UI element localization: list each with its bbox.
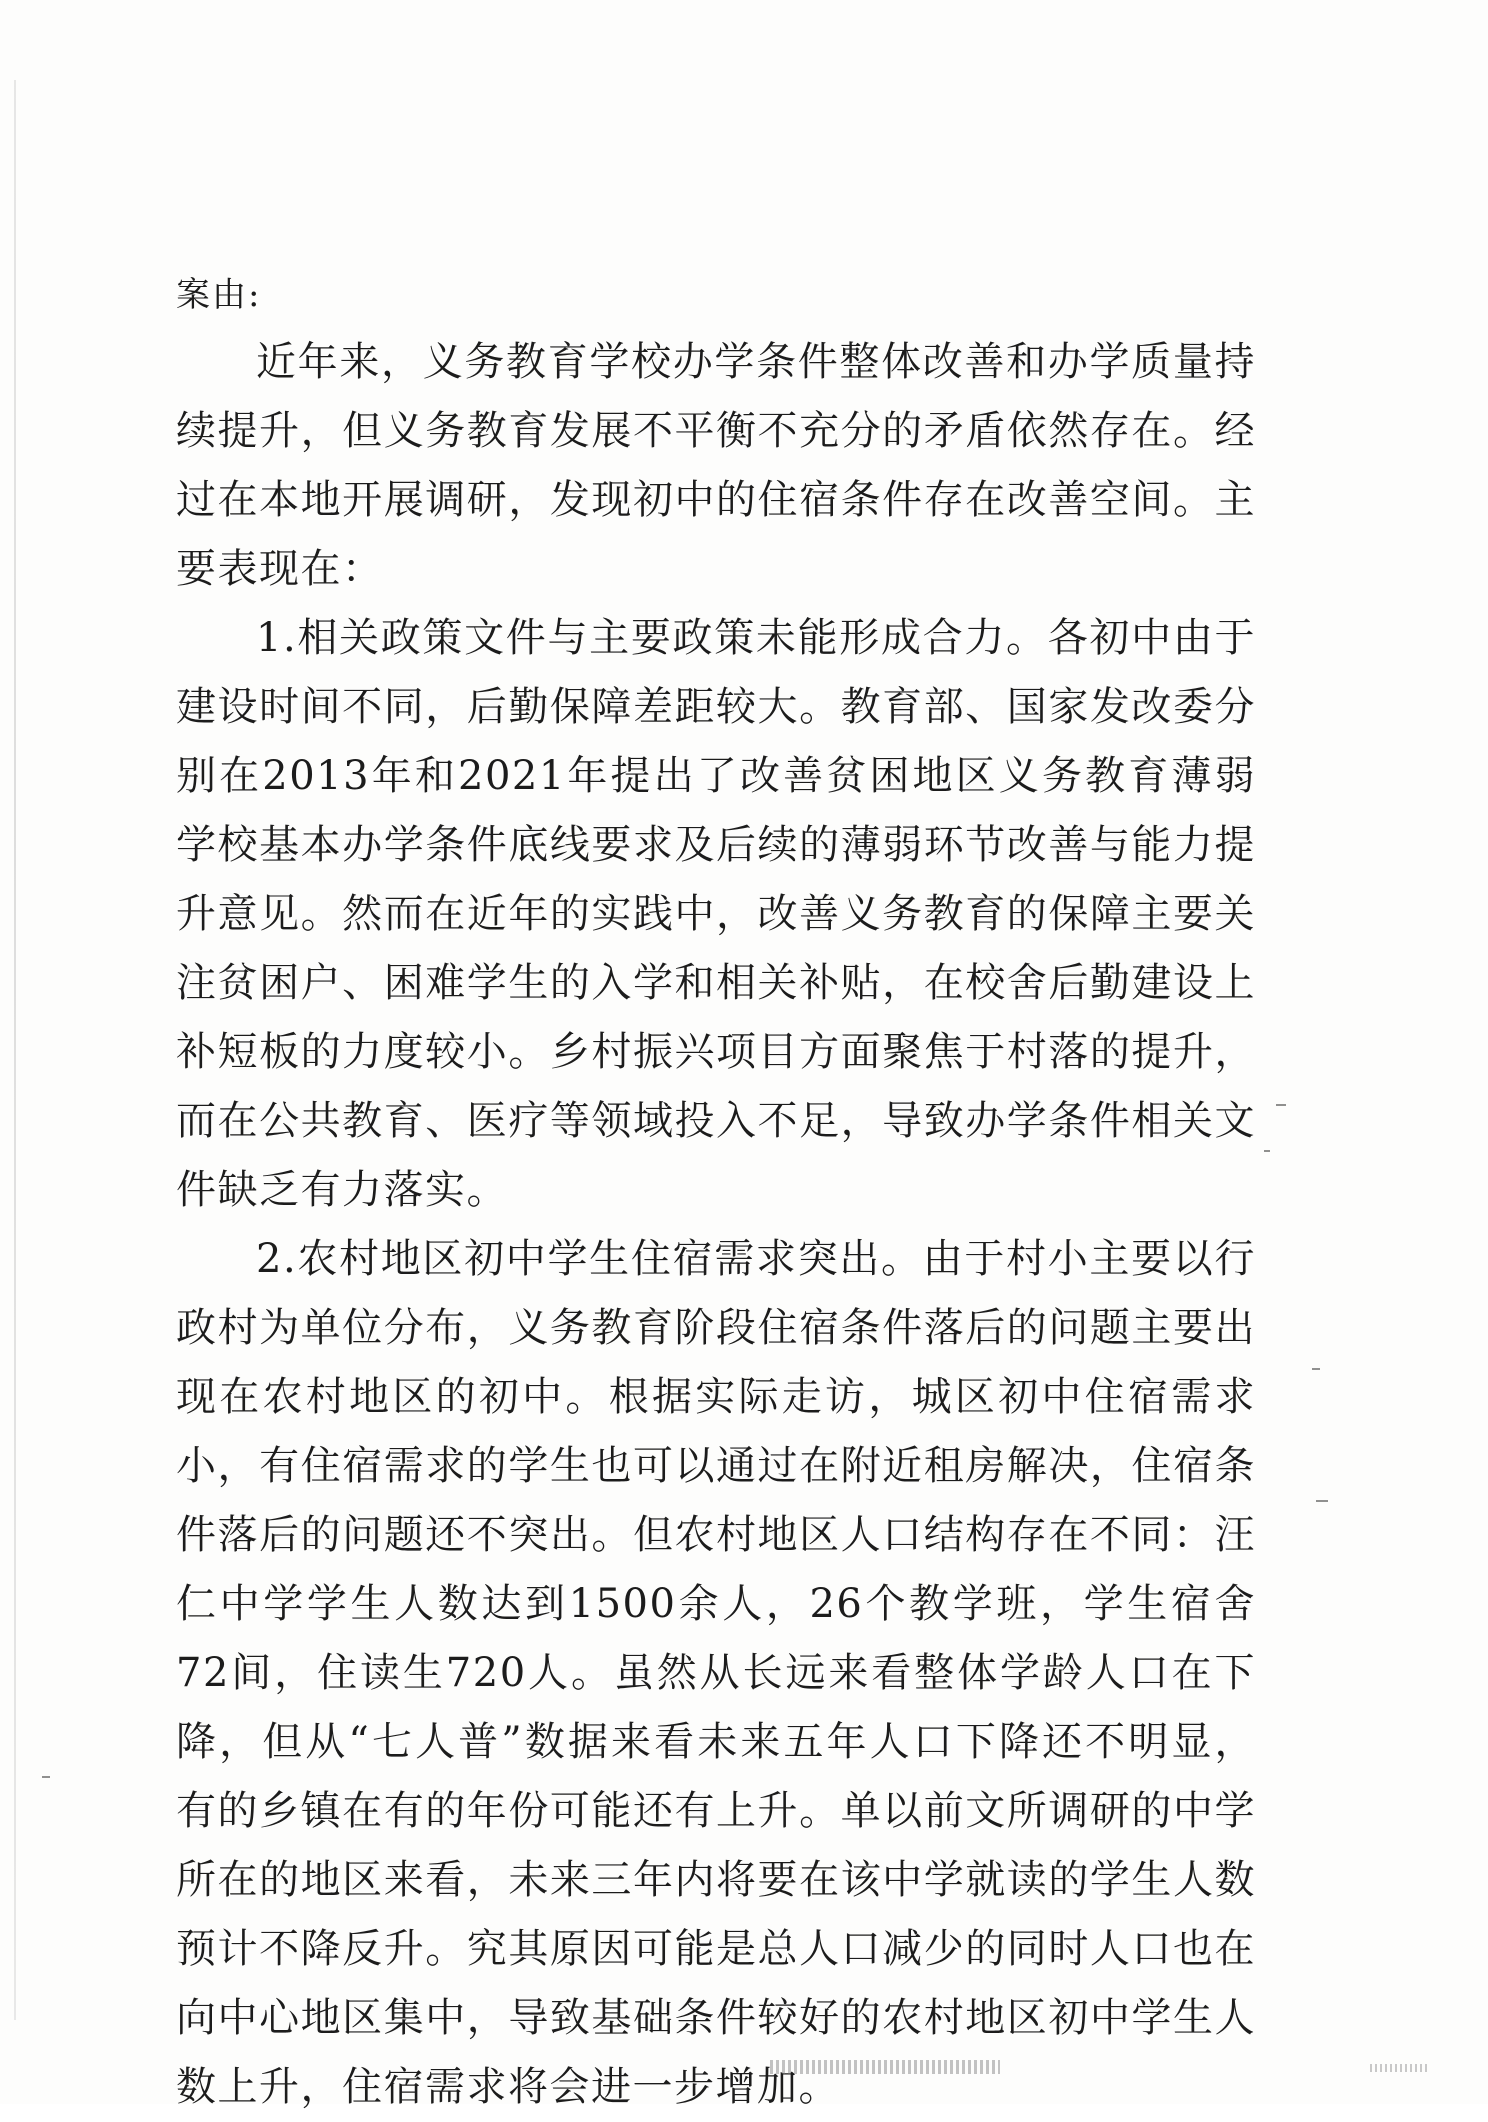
scan-speck [1264, 1150, 1270, 1152]
scan-footer-noise [1370, 2064, 1430, 2072]
scan-speck [1276, 1104, 1286, 1106]
paragraph-intro: 近年来，义务教育学校办学条件整体改善和办学质量持续提升，但义务教育发展不平衡不充分的矛盾依然存在。经过在本地开展调研，发现初中的住宿条件存在改善空间。主要表现在： [176, 339, 1256, 592]
paragraph-point-1: 1.相关政策文件与主要政策未能形成合力。各初中由于建设时间不同，后勤保障差距较大。教育部、国家发改委分别在2013年和2021年提出了改善贫困地区义务教育薄弱学校基本办学条件底线要求及后续的薄弱环节改善与能力提升意见。然而在近年的实践中，改善义务教育的保障主要关注贫困户、困难学生的入学和相关补贴，在校舍后勤建设上补短板的力度较小。乡村振兴项目方面聚焦于村落的提升，而在公共教育、医疗等领域投入不足，导致办学条件相关文件缺乏有力落实。 [176, 615, 1256, 1213]
scan-edge-shadow [14, 80, 16, 2020]
paragraph-point-2: 2.农村地区初中学生住宿需求突出。由于村小主要以行政村为单位分布，义务教育阶段住宿条件落后的问题主要出现在农村地区的初中。根据实际走访，城区初中住宿需求小，有住宿需求的学生也可以通过在附近租房解决，住宿条件落后的问题还不突出。但农村地区人口结构存在不同：汪仁中学学生人数达到1500余人，26个教学班，学生宿舍72间，住读生720人。虽然从长远来看整体学龄人口在下降，但从“七人普”数据来看未来五年人口下降还不明显，有的乡镇在有的年份可能还有上升。单以前文所调研的中学所在的地区来看，未来三年内将要在该中学就读的学生人数预计不降反升。究其原因可能是总人口减少的同时人口也在向中心地区集中，导致基础条件较好的农村地区初中学生人数上升，住宿需求将会进一步增加。 [176, 1236, 1256, 2110]
scan-speck [1316, 1500, 1328, 1502]
scan-speck [42, 1776, 50, 1778]
section-label: 案由: [176, 275, 262, 315]
scan-footer-noise [770, 2060, 1000, 2074]
document-body [176, 262, 1256, 2122]
scan-speck [1312, 1368, 1320, 1370]
